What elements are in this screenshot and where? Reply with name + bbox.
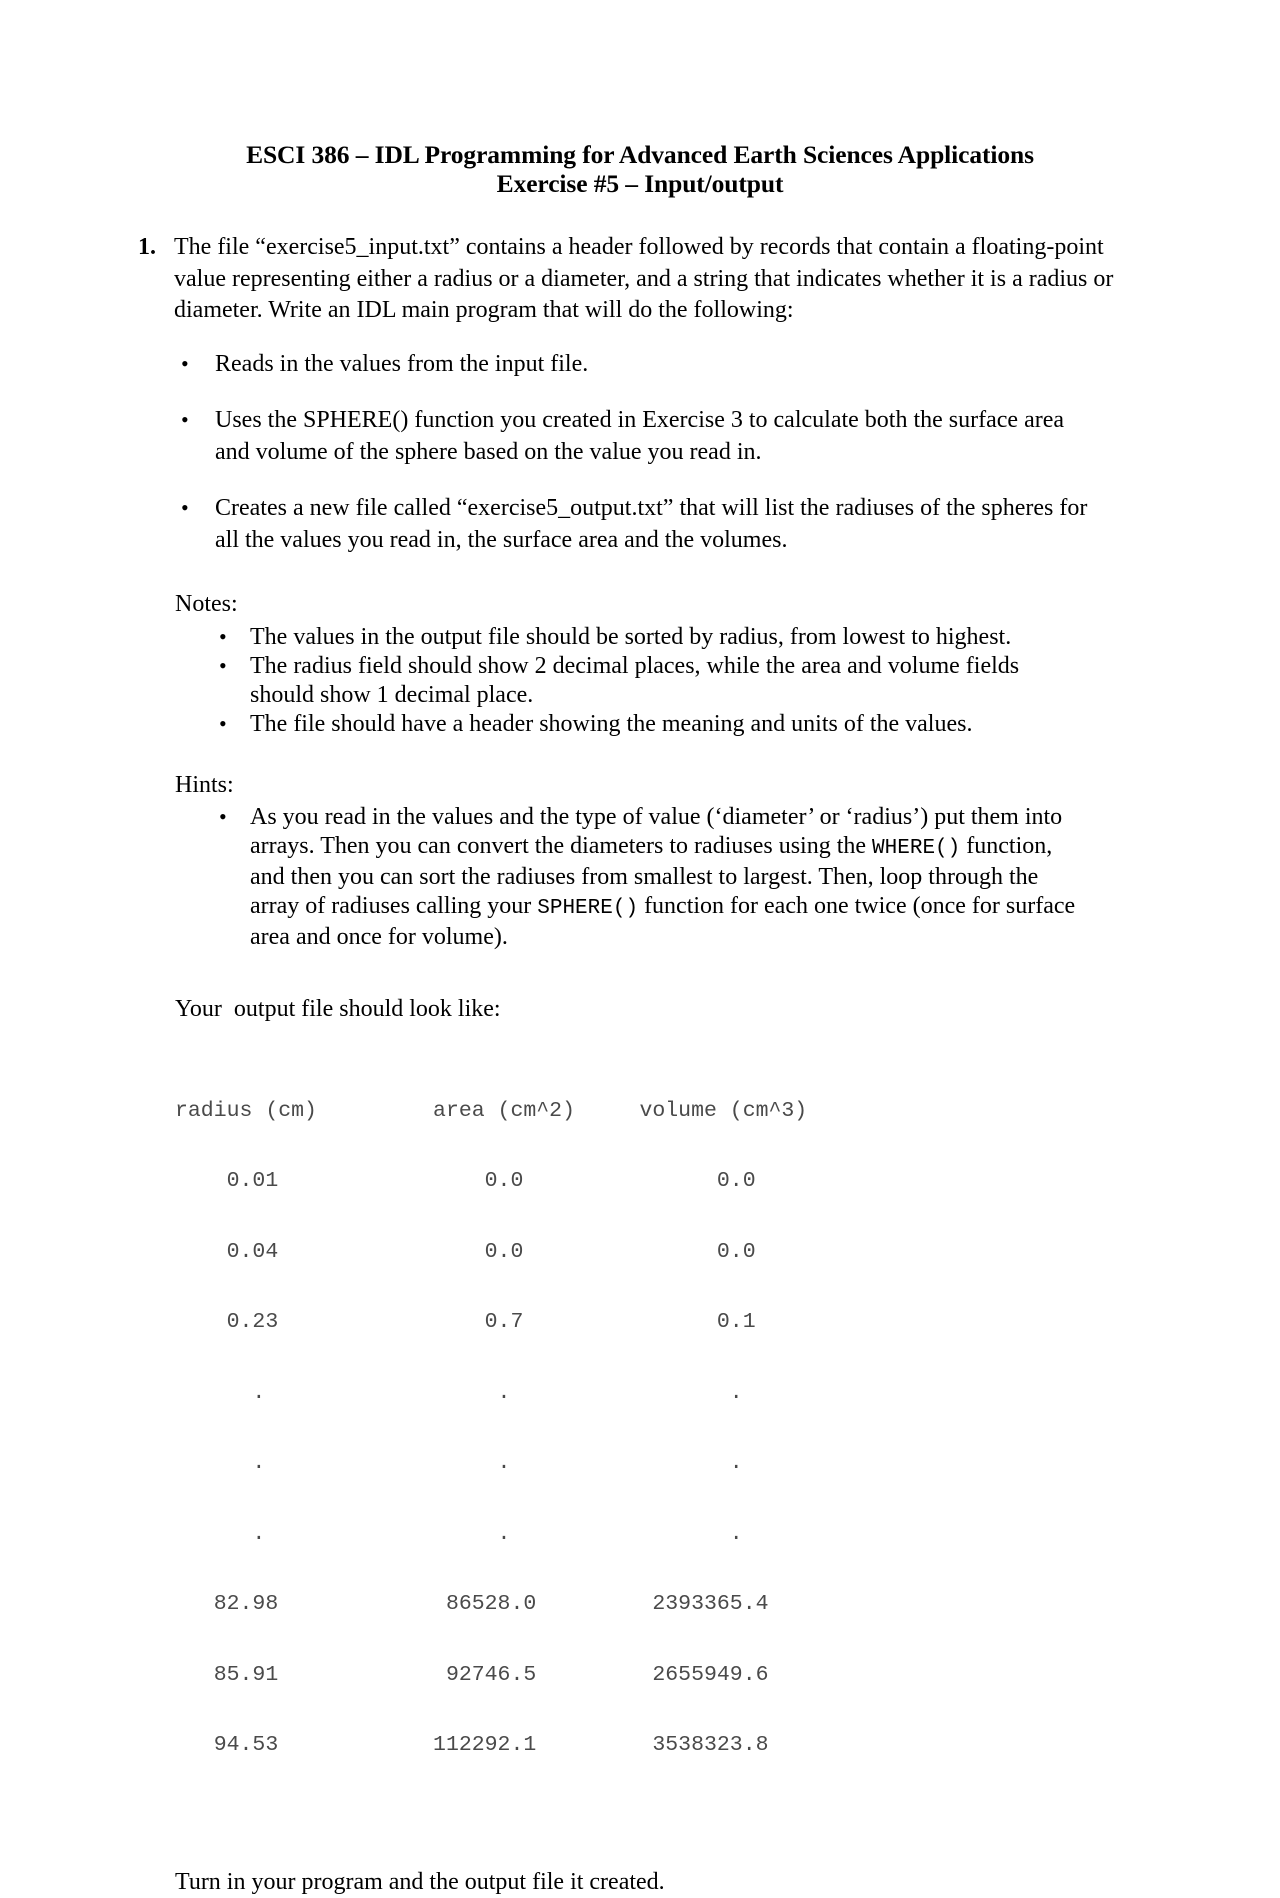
list-item: [213, 803, 1080, 952]
code-where-function: WHERE(): [872, 837, 960, 860]
list-item: • Uses the SPHERE() function you created in Exercise 3 to calculate both the surface area and volume of the sphere based on the value you read in.: [175, 405, 1090, 468]
table-row: 85.91 92746.5 2655949.6: [175, 1664, 1280, 1688]
title-line-1: ESCI 386 – IDL Programming for Advanced Earth Sciences Applications: [0, 140, 1280, 169]
output-lead-text: Your output file should look like:: [0, 994, 1280, 1026]
table-row: 94.53 112292.1 3538323.8: [175, 1734, 1280, 1758]
list-item: • Reads in the values from the input file.: [175, 349, 1090, 381]
document-page: [0, 140, 1280, 1796]
hints-bullet-list: [0, 803, 1280, 952]
document-title: [0, 140, 1280, 198]
table-row-ellipsis: . . .: [175, 1382, 1280, 1406]
item-paragraph: The file “exercise5_input.txt” contains a header followed by records that contain a floating-point value representing either a radius or a diameter, and a string that indicates whether it is a radius or diameter. Write an IDL main program that will do the following:: [174, 232, 1120, 327]
list-item: • Creates a new file called “exercise5_output.txt” that will list the radiuses of the spheres for all the values you read in, the surface area and the volumes.: [175, 493, 1090, 556]
notes-bullet-list: [0, 623, 1280, 739]
numbered-item-1: [0, 232, 1280, 327]
hint-text-part-a: As you read in the values and the type of value (‘diameter’ or ‘radius’) put them into arrays. Then you can convert the diameters to radiuses using the: [250, 804, 1062, 859]
closing-instruction: Turn in your program and the output file it created.: [0, 1867, 1280, 1898]
table-row: 0.01 0.0 0.0: [175, 1170, 1280, 1194]
hint-text-part-c: function for each one twice (once for surface area and once for volume).: [250, 893, 1075, 950]
title-line-2: Exercise #5 – Input/output: [0, 169, 1280, 198]
item-number: 1.: [138, 232, 174, 327]
table-row-ellipsis: . . .: [175, 1452, 1280, 1476]
list-item: • The values in the output file should be sorted by radius, from lowest to highest.: [213, 623, 1080, 652]
hints-heading: Hints:: [0, 770, 1280, 802]
table-row: 0.23 0.7 0.1: [175, 1311, 1280, 1335]
output-file-listing: [0, 1053, 1280, 1805]
task-bullet-list: [0, 349, 1280, 557]
table-row: 0.04 0.0 0.0: [175, 1241, 1280, 1265]
listing-header-row: radius (cm) area (cm^2) volume (cm^3): [175, 1100, 1280, 1124]
code-sphere-function: SPHERE(): [537, 897, 638, 920]
list-item: • The radius field should show 2 decimal places, while the area and volume fields should show 1 decimal place.: [213, 652, 1080, 710]
notes-heading: Notes:: [0, 589, 1280, 621]
hint-text-part-b: function, and then you can sort the radiuses from smallest to largest. Then, loop through the array of radiuses calling your: [250, 833, 1052, 919]
list-item: • The file should have a header showing the meaning and units of the values.: [213, 710, 1080, 739]
table-row: 82.98 86528.0 2393365.4: [175, 1593, 1280, 1617]
table-row-ellipsis: . . .: [175, 1523, 1280, 1547]
